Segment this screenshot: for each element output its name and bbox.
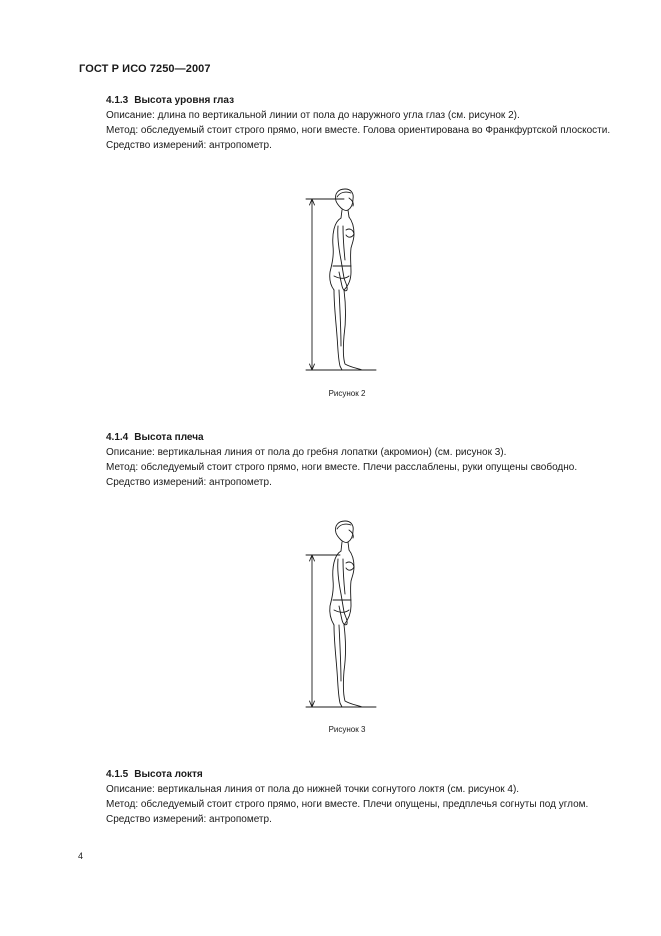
back-outline (330, 218, 341, 290)
neck (341, 542, 349, 551)
section-heading: Высота уровня глаз (134, 95, 235, 106)
section-description: Описание: длина по вертикальной линии от пола до наружного угла глаз (см. рисунок 2). (106, 110, 520, 121)
section-number: 4.1.3 (106, 95, 129, 106)
section-number: 4.1.4 (106, 432, 129, 443)
page-number: 4 (78, 851, 84, 861)
section-description: Описание: вертикальная линия от пола до нижней точки согнутого локтя (см. рисунок 4). (106, 784, 520, 795)
leg-front (342, 290, 362, 370)
figure-caption: Рисунок 2 (328, 389, 366, 398)
front-outline (344, 217, 354, 290)
hair-line (337, 524, 351, 529)
leg-front (342, 625, 362, 707)
hair-line (337, 192, 351, 197)
section-title (79, 767, 619, 782)
section-elbow-height (79, 767, 619, 827)
leg-inner (339, 290, 341, 346)
arm-outline (338, 226, 347, 291)
anthropometry-figure-shoulder-height (296, 518, 386, 713)
bra (346, 229, 354, 237)
back-outline (330, 551, 341, 625)
front-outline (344, 550, 354, 625)
section-title (79, 430, 619, 445)
arm-outline (338, 559, 347, 625)
section-heading: Высота локтя (134, 769, 203, 780)
section-tool: Средство измерений: антропометр. (106, 477, 272, 488)
neck (341, 210, 349, 218)
section-number: 4.1.5 (106, 769, 129, 780)
figure-2 (296, 186, 386, 376)
figure-caption: Рисунок 3 (328, 725, 366, 734)
section-tool: Средство измерений: антропометр. (106, 814, 272, 825)
section-title (79, 93, 619, 108)
section-tool: Средство измерений: антропометр. (106, 140, 272, 151)
figure-3 (296, 518, 386, 713)
section-shoulder-height (79, 430, 619, 490)
document-header: ГОСТ Р ИСО 7250—2007 (79, 63, 211, 75)
section-method: Метод: обследуемый стоит строго прямо, ноги вместе. Голова ориентирована во Франкфуртской плоскости. (106, 125, 611, 136)
section-method: Метод: обследуемый стоит строго прямо, ноги вместе. Плечи опущены, предплечья согнуты под углом. (106, 799, 589, 810)
bra (346, 562, 354, 570)
arm-inner (343, 559, 345, 594)
anthropometry-figure-eye-height (296, 186, 386, 376)
section-method: Метод: обследуемый стоит строго прямо, ноги вместе. Плечи расслаблены, руки опущены свободно. (106, 462, 578, 473)
arm-inner (343, 226, 345, 260)
leg-inner (339, 625, 341, 681)
section-description: Описание: вертикальная линия от пола до гребня лопатки (акромион) (см. рисунок 3). (106, 447, 507, 458)
section-eye-height (79, 93, 619, 153)
section-heading: Высота плеча (134, 432, 204, 443)
